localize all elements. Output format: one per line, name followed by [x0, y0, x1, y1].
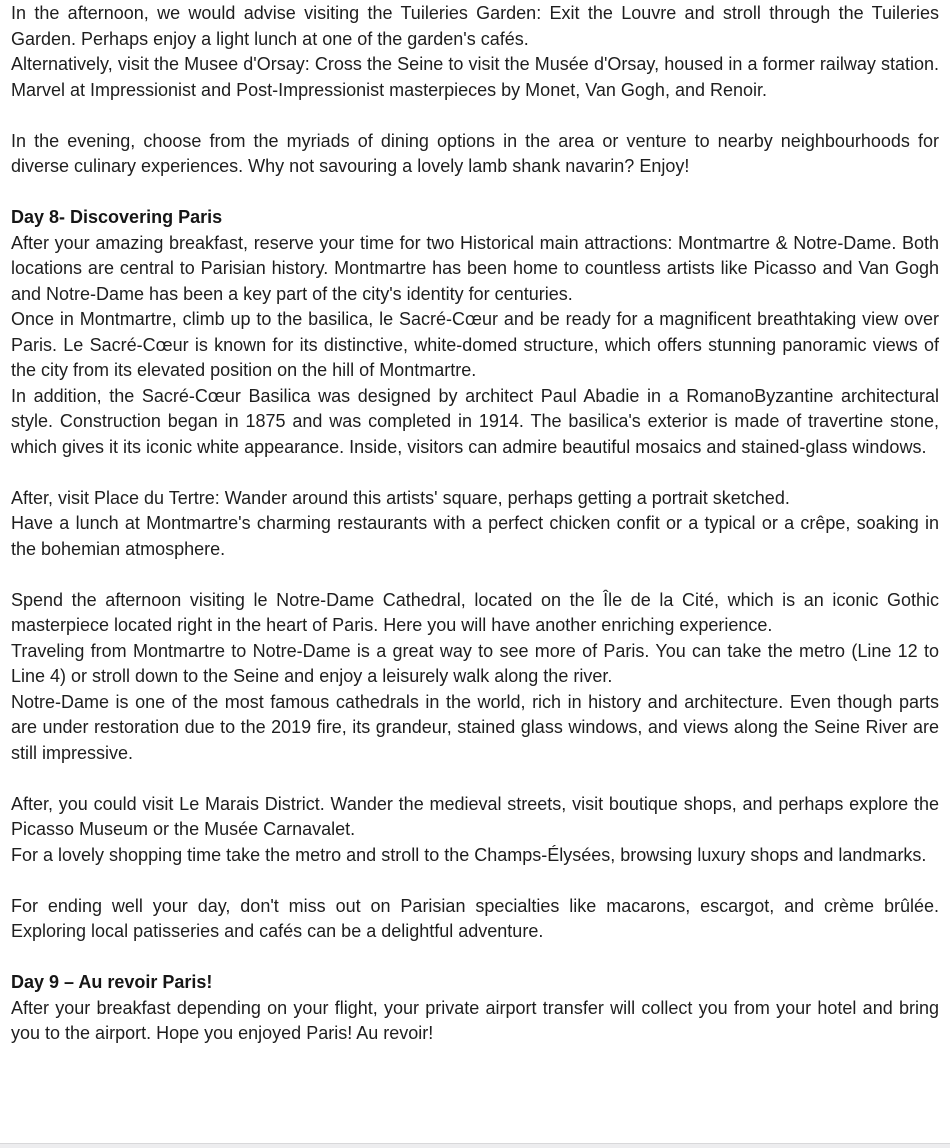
paragraph: After your breakfast depending on your flight, your private airport transfer will collect you from your hotel and bring you to the airport. Hope you enjoyed Paris! Au revoir! — [11, 997, 939, 1043]
paragraph: Once in Montmartre, climb up to the basilica, le Sacré-Cœur and be ready for a magnificent breathtaking view over Paris. Le Sacré-Cœur is known for its distinctive, white-domed structure, which offers stunning panoramic views of the city from its elevated position on the hill of Montmartre. — [11, 309, 939, 380]
bottom-divider-strip — [0, 1143, 950, 1148]
paragraph: In the afternoon, we would advise visiting the Tuileries Garden: Exit the Louvre and stroll through the Tuileries Garden. Perhaps enjoy a light lunch at one of the garden's cafés. — [11, 3, 939, 49]
paragraph-spacer — [11, 460, 939, 486]
paragraph: After your amazing breakfast, reserve your time for two Historical main attractions: Montmartre & Notre-Dame. Both locations are central to Parisian history. Montmartre has been home to countless artists like Picasso and Van Gogh and Notre-Dame has been a key part of the city's identity for centuries. — [11, 232, 939, 304]
paragraph: Have a lunch at Montmartre's charming restaurants with a perfect chicken confit or a typical or a crêpe, soaking in the bohemian atmosphere. — [11, 513, 939, 559]
paragraph-spacer — [11, 180, 939, 206]
paragraph: In the evening, choose from the myriads of dining options in the area or venture to nearby neighbourhoods for diverse culinary experiences. Why not savouring a lovely lamb shank navarin? Enjoy! — [11, 130, 939, 176]
paragraph: For ending well your day, don't miss out on Parisian specialties like macarons, escargot, and crème brûlée. Exploring local patisseries and cafés can be a delightful adventure. — [11, 895, 939, 941]
paragraph: Notre-Dame is one of the most famous cathedrals in the world, rich in history and architecture. Even though parts are under restoration due to the 2019 fire, its grandeur, stained glass windows, and views along the Seine River are still impressive. — [11, 691, 939, 763]
paragraph-spacer — [11, 562, 939, 588]
section-heading: Day 9 – Au revoir Paris! — [11, 972, 213, 992]
paragraph-spacer — [11, 945, 939, 971]
paragraph: After, you could visit Le Marais District. Wander the medieval streets, visit boutique shops, and perhaps explore the Picasso Museum or the Musée Carnavalet. — [11, 793, 939, 839]
paragraph: In addition, the Sacré-Cœur Basilica was designed by architect Paul Abadie in a RomanoByzantine architectural style. Construction began in 1875 and was completed in 1914. The basilica's exterior is made of travertine stone, which gives it its iconic white appearance. Inside, visitors can admire beautiful mosaics and stained-glass windows. — [11, 385, 939, 457]
paragraph-spacer — [11, 868, 939, 894]
paragraph-spacer — [11, 103, 939, 129]
section-heading: Day 8- Discovering Paris — [11, 207, 223, 227]
paragraph: Alternatively, visit the Musee d'Orsay: Cross the Seine to visit the Musée d'Orsay, housed in a former railway station. Marvel at Impressionist and Post-Impressionist masterpieces by Monet, Van Gogh, and Renoir. — [11, 54, 939, 100]
paragraph-spacer — [11, 766, 939, 792]
paragraph: After, visit Place du Tertre: Wander around this artists' square, perhaps getting a portrait sketched. — [11, 487, 790, 508]
paragraph: Traveling from Montmartre to Notre-Dame is a great way to see more of Paris. You can take the metro (Line 12 to Line 4) or stroll down to the Seine and enjoy a leisurely walk along the river. — [11, 640, 939, 686]
paragraph: Spend the afternoon visiting le Notre-Dame Cathedral, located on the Île de la Cité, which is an iconic Gothic masterpiece located right in the heart of Paris. Here you will have another enriching experience. — [11, 589, 939, 635]
paragraph: For a lovely shopping time take the metro and stroll to the Champs-Élysées, browsing luxury shops and landmarks. — [11, 844, 927, 865]
